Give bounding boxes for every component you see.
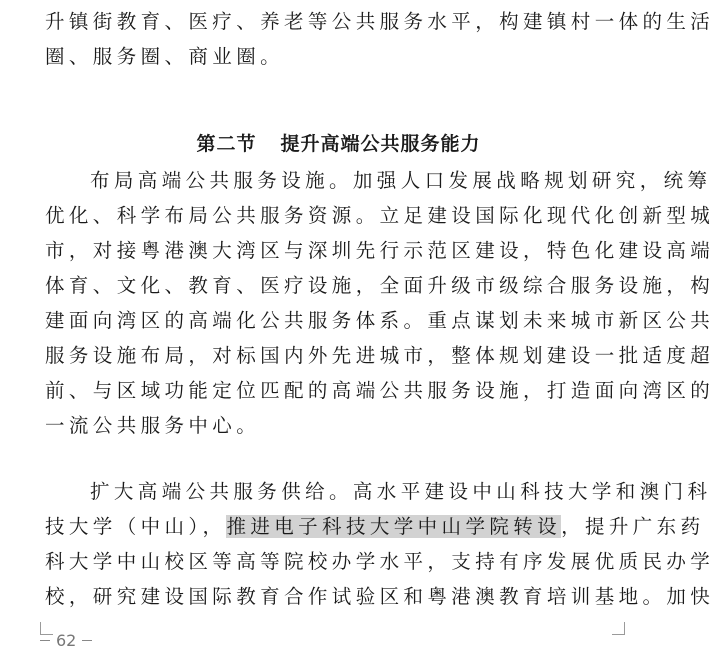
text-line: 扩大高端公共服务供给。高水平建设中山科技大学和澳门科	[90, 480, 712, 503]
highlighted-text[interactable]: 推进电子科技大学中山学院转设	[226, 515, 562, 538]
text-line: 市，对接粤港澳大湾区与深圳先行示范区建设，特色化建设高端	[45, 239, 714, 262]
footer-dash	[40, 640, 50, 641]
section-title: 提升高端公共服务能力	[280, 133, 481, 155]
top-paragraph	[45, 4, 714, 74]
footer-dash	[82, 640, 92, 641]
text-line: 圈、服务圈、商业圈。	[45, 45, 285, 68]
text-line: 科大学中山校区等高等院校办学水平，支持有序发展优质民办学	[45, 550, 714, 573]
section-number: 第二节	[196, 133, 257, 155]
page-footer	[40, 631, 92, 650]
text-line	[45, 509, 705, 544]
page-corner-mark-right	[612, 622, 625, 635]
text-line: 一流公共服务中心。	[45, 414, 261, 437]
text-line: 服务设施布局，对标国内外先进城市，整体规划建设一批适度超	[45, 344, 714, 367]
text-line: 校，研究建设国际教育合作试验区和粤港澳教育培训基地。加快	[45, 585, 714, 608]
text-line: 优化、科学布局公共服务资源。立足建设国际化现代化创新型城	[45, 204, 714, 227]
paragraph-service-supply	[45, 474, 714, 614]
text-segment: ，提升广东药	[561, 515, 705, 538]
text-line: 前、与区域功能定位匹配的高端公共服务设施，打造面向湾区的	[45, 379, 714, 402]
section-heading	[0, 129, 677, 156]
page-number: 62	[56, 631, 77, 650]
text-line: 建面向湾区的高端化公共服务体系。重点谋划未来城市新区公共	[45, 309, 714, 332]
paragraph-public-facilities	[45, 163, 714, 443]
text-line: 升镇街教育、医疗、养老等公共服务水平，构建镇村一体的生活	[45, 10, 714, 33]
text-segment: 技大学（中山），	[45, 515, 227, 538]
text-line: 体育、文化、教育、医疗设施，全面升级市级综合服务设施，构	[45, 274, 714, 297]
text-line: 布局高端公共服务设施。加强人口发展战略规划研究，统筹	[90, 169, 712, 192]
